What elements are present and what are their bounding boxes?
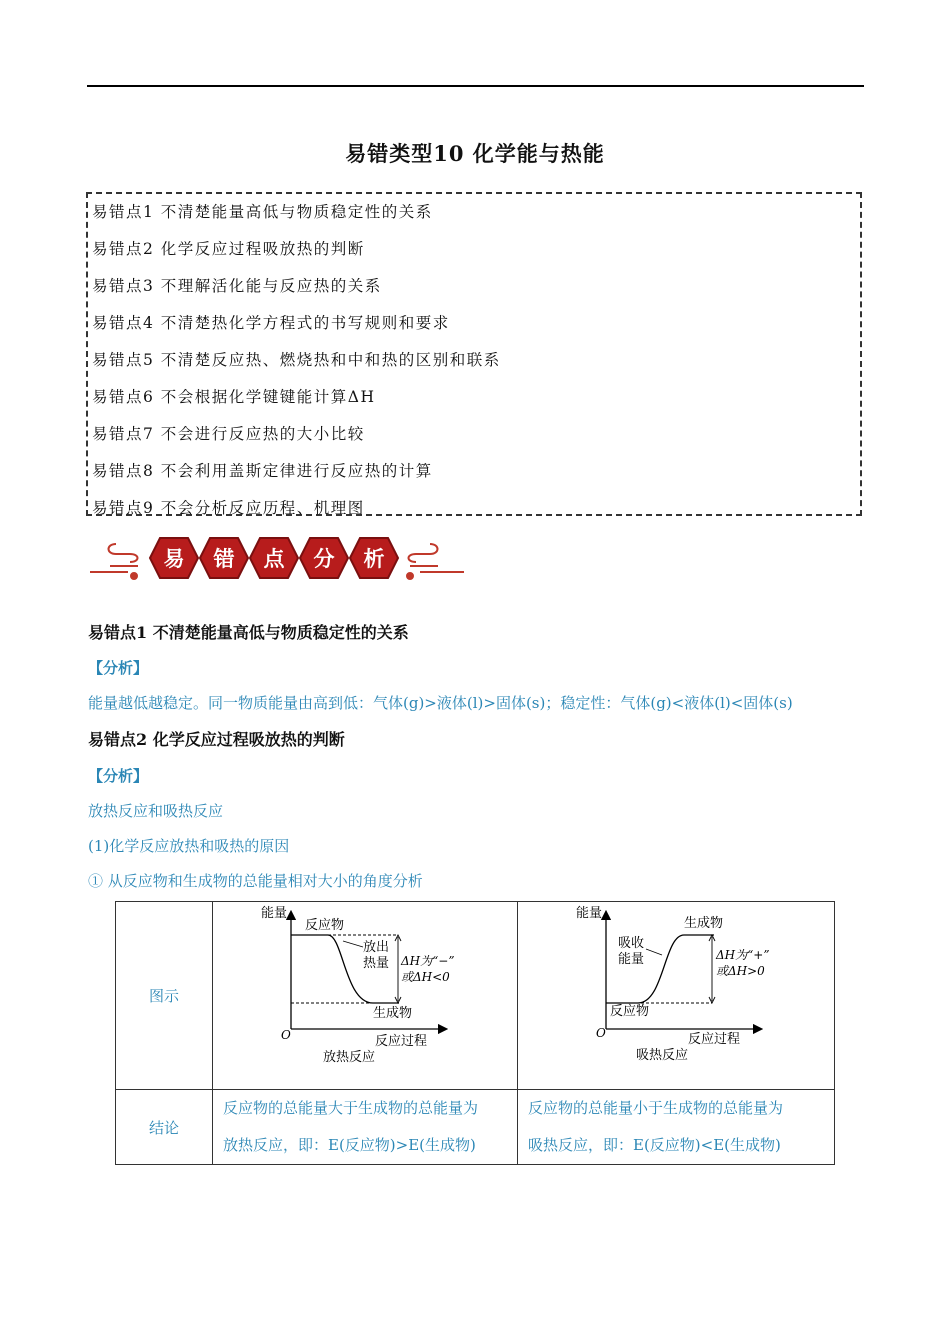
toc-item: 易错点8 不会利用盖斯定律进行反应热的计算 — [92, 462, 433, 480]
banner-char: 错 — [213, 546, 235, 571]
x-axis-label: 反应过程 — [688, 1031, 741, 1047]
exo-conclusion — [213, 1090, 518, 1165]
endo-conclusion — [518, 1090, 835, 1165]
exo-diagram-cell — [213, 902, 518, 1090]
toc-item: 易错点3 不理解活化能与反应热的关系 — [92, 277, 382, 295]
endo-conclusion-line: 反应物的总能量小于生成物的总能量为 — [528, 1099, 784, 1117]
origin-label: O — [596, 1025, 606, 1040]
toc-item: 易错点7 不会进行反应热的大小比较 — [92, 425, 365, 443]
y-axis-label: 能量 — [576, 905, 603, 921]
reactant-label: 反应物 — [610, 1003, 650, 1019]
release-label: 放出 — [363, 939, 390, 955]
section2-line2: (1)化学反应放热和吸热的原因 — [88, 837, 290, 855]
toc-item: 易错点4 不清楚热化学方程式的书写规则和要求 — [92, 314, 450, 332]
label-pointer — [343, 941, 363, 947]
comparison-table — [115, 901, 835, 1165]
label-pointer — [646, 949, 662, 955]
absorb-label: 吸收 — [618, 935, 645, 951]
header-rule — [87, 85, 864, 87]
toc-item: 易错点5 不清楚反应热、燃烧热和中和热的区别和联系 — [92, 351, 501, 369]
exo-conclusion-line: 反应物的总能量大于生成物的总能量为 — [223, 1099, 479, 1117]
section1-heading: 易错点1 不清楚能量高低与物质稳定性的关系 — [88, 623, 409, 642]
endo-conclusion-line: 吸热反应，即：E(反应物)<E(生成物) — [528, 1136, 781, 1154]
toc-item: 易错点6 不会根据化学键键能计算ΔH — [92, 388, 376, 406]
endo-diagram-cell — [518, 902, 835, 1090]
row-label-diagram: 图示 — [116, 902, 213, 1090]
product-label: 生成物 — [373, 1005, 413, 1021]
banner-left-decoration — [90, 544, 138, 579]
diagram-caption: 吸热反应 — [636, 1047, 689, 1063]
delta-h-label: ΔH为“+” — [716, 947, 770, 962]
y-axis-label: 能量 — [261, 905, 288, 921]
exo-conclusion-line: 放热反应，即：E(反应物)>E(生成物) — [223, 1136, 476, 1154]
banner-char: 析 — [363, 546, 385, 571]
reactant-label: 反应物 — [305, 917, 345, 933]
diagram-caption: 放热反应 — [323, 1049, 376, 1065]
toc-box — [86, 192, 862, 516]
exothermic-diagram — [213, 903, 513, 1089]
origin-label: O — [281, 1027, 291, 1042]
banner-right-decoration — [407, 544, 464, 579]
section-banner — [88, 532, 468, 584]
section1-analysis-tag: 【分析】 — [88, 659, 149, 677]
delta-h-label: ΔH为“−” — [401, 953, 455, 968]
toc-item: 易错点1 不清楚能量高低与物质稳定性的关系 — [92, 203, 433, 221]
section2-analysis-tag: 【分析】 — [88, 767, 149, 785]
product-label: 生成物 — [684, 915, 724, 931]
section2-heading: 易错点2 化学反应过程吸放热的判断 — [88, 730, 345, 749]
section1-text: 能量越低越稳定。同一物质能量由高到低：气体(g)>液体(l)>固体(s)；稳定性：气体(g)<液体(l)<固体(s) — [88, 694, 793, 712]
section2-line3: ① 从反应物和生成物的总能量相对大小的角度分析 — [88, 872, 423, 890]
section2-line1: 放热反应和吸热反应 — [88, 802, 224, 820]
delta-h-label: 或ΔH<0 — [401, 969, 450, 984]
toc-item: 易错点2 化学反应过程吸放热的判断 — [92, 240, 365, 258]
toc-item: 易错点9 不会分析反应历程、机理图 — [92, 499, 365, 517]
delta-h-label: 或ΔH>0 — [716, 963, 765, 978]
banner-char: 点 — [263, 546, 285, 571]
absorb-label: 能量 — [618, 951, 645, 967]
x-axis-label: 反应过程 — [375, 1033, 428, 1049]
endothermic-diagram — [518, 903, 832, 1089]
release-label: 热量 — [363, 955, 390, 971]
banner-char: 分 — [313, 546, 335, 571]
page-title: 易错类型10 化学能与热能 — [345, 141, 605, 166]
banner-char: 易 — [163, 546, 185, 571]
row-label-conclusion: 结论 — [116, 1090, 213, 1165]
